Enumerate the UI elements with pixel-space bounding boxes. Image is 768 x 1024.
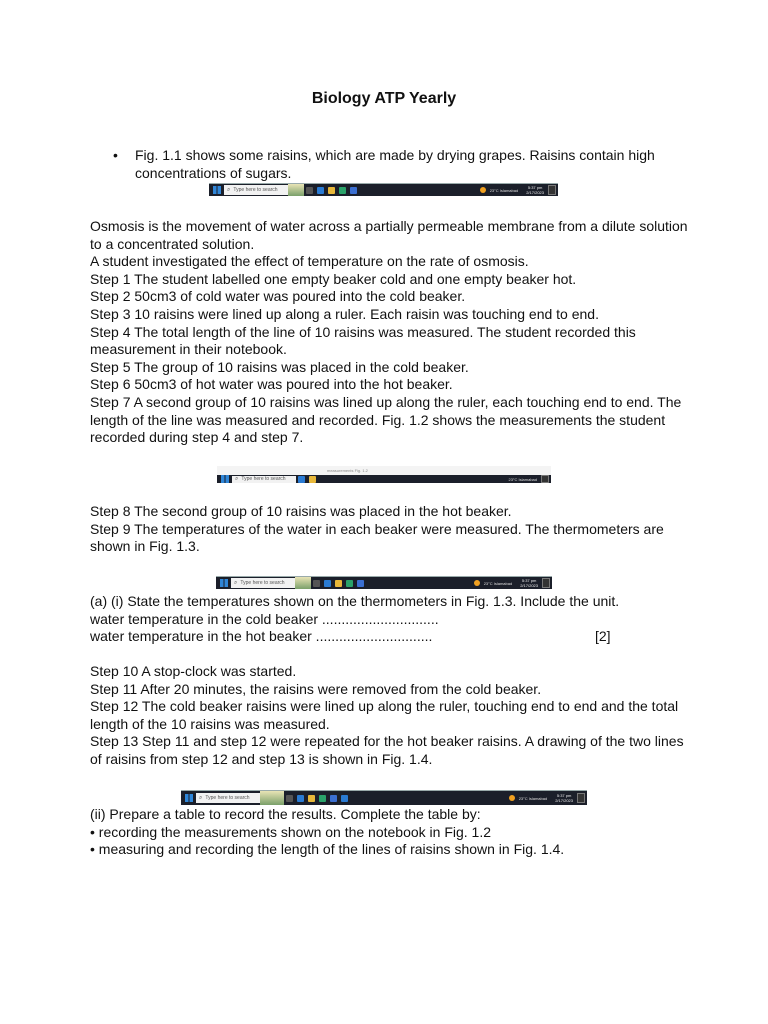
section-2 xyxy=(90,503,690,556)
question-a-prompt: (a) (i) State the temperatures shown on the thermometers in Fig. 1.3. Include the unit. xyxy=(90,593,620,609)
app-icon xyxy=(346,580,353,587)
weather-icon xyxy=(509,795,515,801)
clock-date: 2/17/2023 xyxy=(555,798,573,803)
browser-icon xyxy=(341,795,348,802)
notification-icon xyxy=(577,793,585,803)
taskbar-search xyxy=(231,578,295,588)
question-b-bullet-1: • recording the measurements shown on the notebook in Fig. 1.2 xyxy=(90,823,492,840)
clock-time: 5:37 pm xyxy=(527,185,543,190)
search-icon: ⌕ xyxy=(235,475,239,482)
hot-temperature-answer-line: water temperature in the hot beaker .............................. xyxy=(90,628,433,645)
windows-start-icon xyxy=(185,794,193,802)
word-icon xyxy=(350,187,357,194)
task-view-icon xyxy=(306,187,313,194)
paragraph: A student investigated the effect of temperature on the rate of osmosis. xyxy=(90,253,529,270)
weather-text: 23°C Islamabad xyxy=(508,476,537,482)
word-icon xyxy=(330,795,337,802)
clock-date: 2/17/2023 xyxy=(520,583,538,588)
windows-start-icon xyxy=(220,579,228,587)
step-5: Step 5 The group of 10 raisins was placed in the cold beaker. xyxy=(90,358,469,375)
edge-icon xyxy=(324,580,331,587)
step-12: Step 12 The cold beaker raisins were lined up along the ruler, touching end to end and the total length of the 10 raisins was measured. xyxy=(90,698,679,732)
taskbar-search xyxy=(196,793,260,803)
edge-icon xyxy=(297,795,304,802)
step-11: Step 11 After 20 minutes, the raisins were removed from the cold beaker. xyxy=(90,680,542,697)
search-placeholder: Type here to search xyxy=(233,187,278,193)
task-view-icon xyxy=(286,795,293,802)
step-4: Step 4 The total length of the line of 10 raisins was measured. The student recorded this measurement in their notebook. xyxy=(90,323,636,358)
clock-time: 5:37 pm xyxy=(521,578,537,583)
section-1 xyxy=(90,218,690,447)
app-icon xyxy=(319,795,326,802)
notification-icon xyxy=(548,185,556,195)
taskbar-search xyxy=(224,185,288,195)
step-10: Step 10 A stop-clock was started. xyxy=(90,663,297,679)
paragraph: Osmosis is the movement of water across a partially permeable membrane from a dilute solution to a concentrated solution. xyxy=(90,218,688,252)
search-icon: ⌕ xyxy=(199,794,203,801)
clock xyxy=(520,578,538,588)
taskbar-search xyxy=(232,476,296,483)
figure-1-1-taskbar-image xyxy=(209,183,558,196)
search-icon: ⌕ xyxy=(234,579,238,586)
weather-icon xyxy=(474,580,480,586)
clock xyxy=(555,793,573,803)
bullet-item xyxy=(113,147,673,182)
weather-icon xyxy=(480,187,486,193)
clock xyxy=(526,185,544,195)
folder-icon xyxy=(335,580,342,587)
step-13: Step 13 Step 11 and step 12 were repeated for the hot beaker raisins. A drawing of the two lines of raisins from step 12 and step 13 is shown in Fig. 1.4. xyxy=(90,733,684,767)
question-b-bullet-2: • measuring and recording the length of the lines of raisins shown in Fig. 1.4. xyxy=(90,841,565,858)
taskbar-thumbnail xyxy=(260,791,284,805)
folder-icon xyxy=(308,795,315,802)
search-placeholder: Type here to search xyxy=(240,580,285,586)
step-2: Step 2 50cm3 of cold water was poured into the cold beaker. xyxy=(90,288,466,305)
step-1: Step 1 The student labelled one empty beaker cold and one empty beaker hot. xyxy=(90,270,577,287)
windows-start-icon xyxy=(221,475,229,483)
figure-1-2-taskbar-image xyxy=(217,468,551,483)
bullet-marker: • xyxy=(113,147,118,163)
step-8: Step 8 The second group of 10 raisins was placed in the hot beaker. xyxy=(90,503,512,519)
notification-icon xyxy=(542,578,550,588)
search-placeholder: Type here to search xyxy=(241,476,286,482)
search-placeholder: Type here to search xyxy=(205,795,250,801)
notification-icon xyxy=(541,475,549,483)
windows-start-icon xyxy=(213,186,221,194)
bullet-text: Fig. 1.1 shows some raisins, which are made by drying grapes. Raisins contain high concentrations of sugars. xyxy=(135,147,655,181)
task-view-icon xyxy=(313,580,320,587)
weather-text: 23°C Islamabad xyxy=(483,580,513,586)
folder-icon xyxy=(309,476,316,483)
weather-text: 23°C Islamabad xyxy=(518,795,548,801)
figure-1-2-page-band xyxy=(217,466,551,475)
document-title: Biology ATP Yearly xyxy=(311,90,457,107)
step-9: Step 9 The temperatures of the water in each beaker were measured. The thermometers are shown in Fig. 1.3. xyxy=(90,520,664,555)
question-a xyxy=(90,593,630,646)
question-b xyxy=(90,806,690,859)
taskbar-thumbnail xyxy=(288,184,304,196)
clock-time: 5:37 pm xyxy=(556,793,572,798)
figure-1-4-taskbar-image xyxy=(181,790,587,805)
edge-icon xyxy=(298,476,305,483)
search-icon: ⌕ xyxy=(227,186,231,193)
step-7: Step 7 A second group of 10 raisins was lined up along the ruler, each touching end to end. The length of the line was measured and recorded. Fig. 1.2 shows the measurements the student recorded during step 4 and step 7. xyxy=(90,393,682,446)
weather-text: 23°C Islamabad xyxy=(489,187,519,193)
cold-temperature-answer-line: water temperature in the cold beaker .............................. xyxy=(90,610,439,627)
edge-icon xyxy=(317,187,324,194)
question-a-marks: [2] xyxy=(595,628,611,644)
step-6: Step 6 50cm3 of hot water was poured into the hot beaker. xyxy=(90,376,453,393)
clock-date: 2/17/2023 xyxy=(526,190,544,195)
figure-1-3-taskbar-image xyxy=(216,576,552,589)
section-3 xyxy=(90,663,690,769)
folder-icon xyxy=(328,187,335,194)
word-icon xyxy=(357,580,364,587)
step-3: Step 3 10 raisins were lined up along a ruler. Each raisin was touching end to end. xyxy=(90,305,599,322)
figure-1-2-caption: measurements Fig. 1.2 xyxy=(327,468,368,473)
app-icon xyxy=(339,187,346,194)
question-b-prompt: (ii) Prepare a table to record the results. Complete the table by: xyxy=(90,806,481,822)
taskbar-thumbnail xyxy=(295,577,311,589)
